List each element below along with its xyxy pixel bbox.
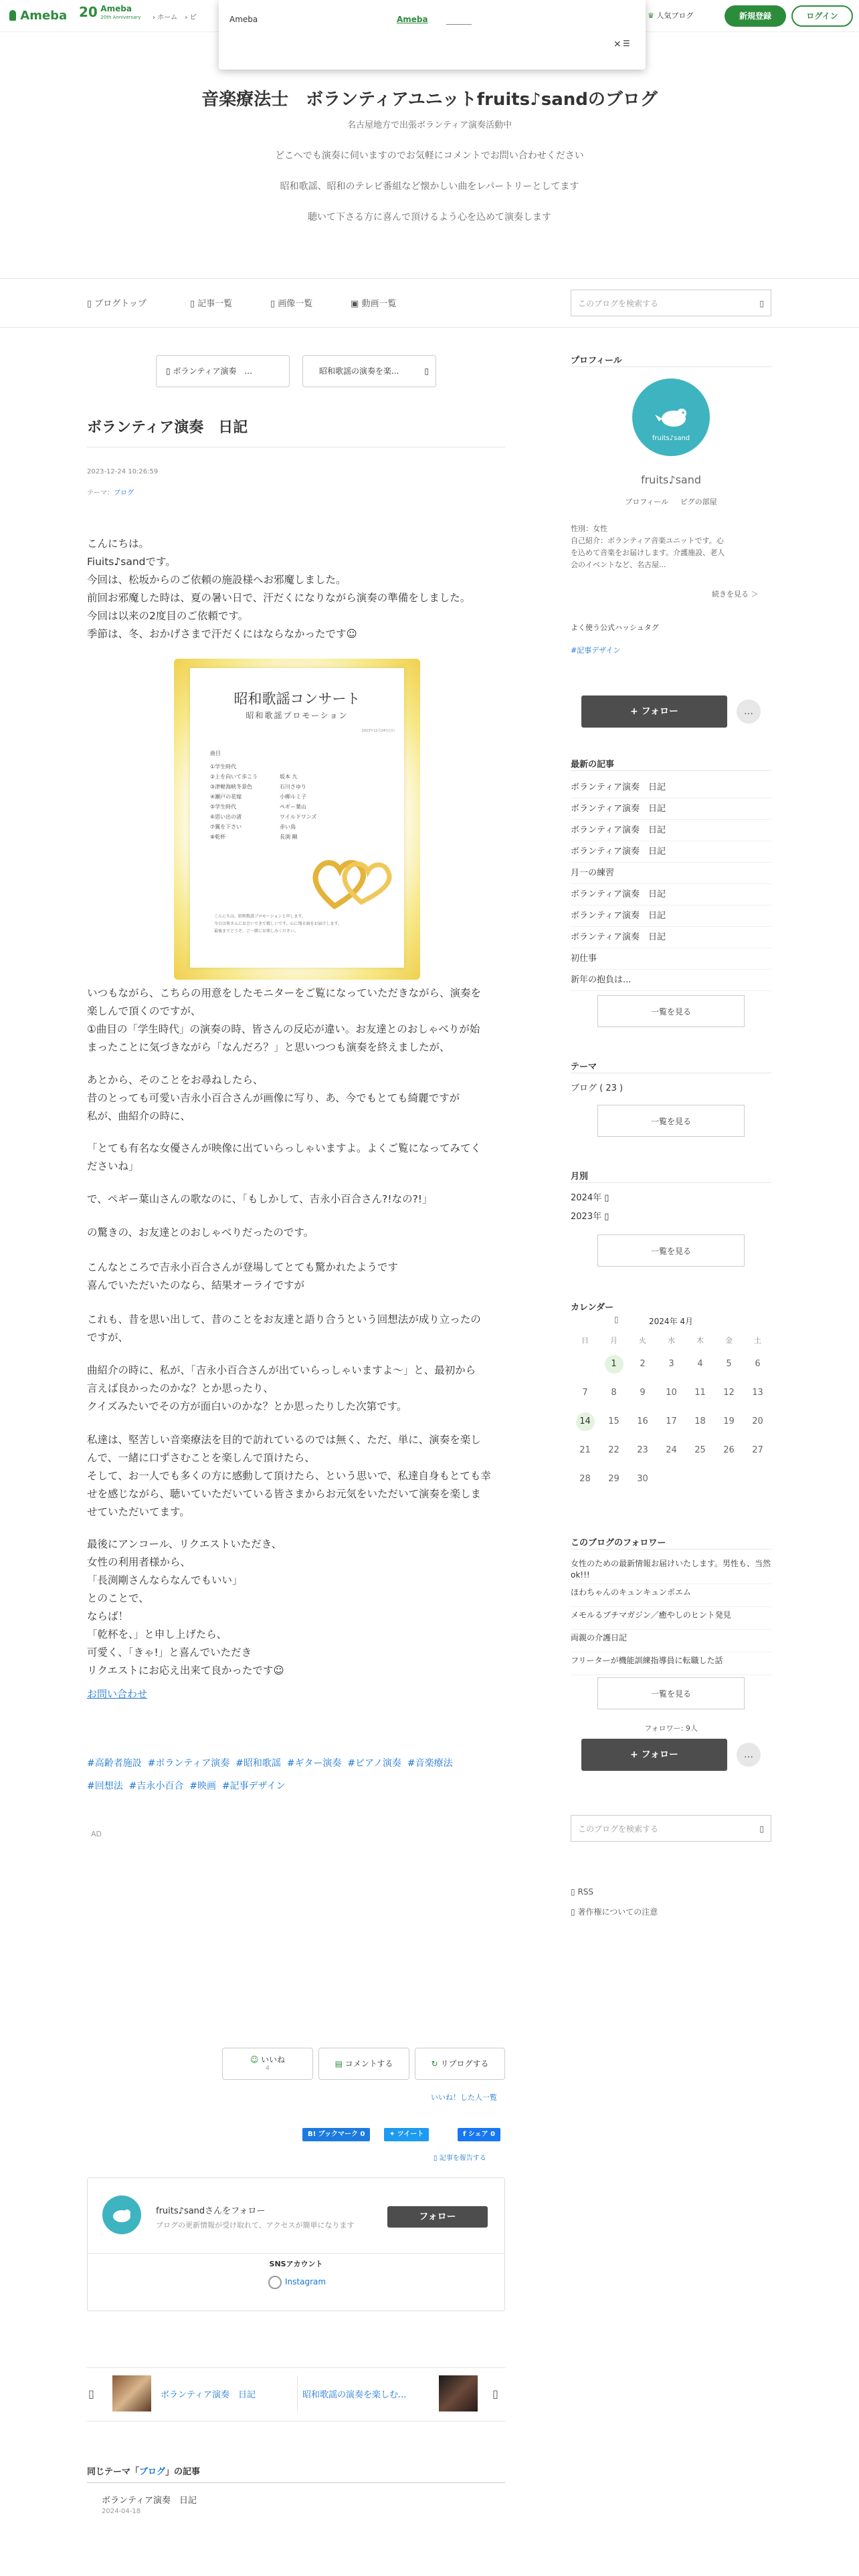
login-button[interactable]: ログイン [791, 5, 853, 27]
article-paragraph: で、ペギー葉山さんの歌なのに、「もしかして、吉永小百合さん?!なの?!」 [87, 1193, 433, 1205]
ameba-logo[interactable]: Ameba [9, 9, 67, 23]
follower-item[interactable]: 女性のための最新情報お届けいたします。男性も、当然ok!!! [571, 1555, 771, 1584]
article-paragraph: いつもながら、こちらの用意をしたモニターをご覧になっていただきながら、演奏を 楽しんで頂くのですが、 ①曲目の「学生時代」の演奏の時、皆さんの反応が違い。お友達とのおしゃべりが始 まったことに気づきながら「なんだろ？」と思いつつも演奏を終えましたが、 [87, 987, 482, 1053]
more-options-icon[interactable]: … [737, 700, 761, 724]
rss-link[interactable]: ▯ RSS [571, 1887, 594, 1897]
bird-icon [102, 2195, 141, 2234]
breadcrumb: › ホーム › ピ [153, 14, 197, 21]
liked-users-link[interactable]: いいね！した人一覧 [431, 2093, 497, 2102]
calendar-day[interactable]: 27 [752, 1445, 763, 1455]
nav-blog-top[interactable]: ▯ ブログトップ [87, 299, 147, 309]
more-options-icon[interactable]: … [737, 1743, 761, 1767]
profile-links [571, 496, 771, 507]
divider [297, 2375, 298, 2411]
follow-button[interactable]: フォロー [387, 2206, 488, 2228]
poster-footer: こんにちは。昭和歌謡プロモーションと申します。 今日は皆さんにお会いできて嬉しいです。心に残る曲をお届けします。 最後までどうぞ、ご一緒にお楽しみください。 [214, 914, 343, 934]
divider [571, 1182, 771, 1183]
bird-logo-icon [632, 379, 710, 456]
calendar-day[interactable]: 7 [582, 1388, 588, 1398]
sidebar-hashtag-link[interactable]: #記事デザイン [571, 646, 621, 655]
calendar-day[interactable]: 6 [755, 1359, 761, 1369]
followers-list [571, 1555, 771, 1675]
calendar-day[interactable]: 20 [752, 1416, 763, 1426]
hashtag-link[interactable]: #ピアノ演奏 [347, 1758, 401, 1769]
calendar-day[interactable]: 19 [723, 1416, 735, 1426]
calendar-day[interactable]: 5 [726, 1359, 732, 1369]
follower-item[interactable]: 両親の介護日記 [571, 1630, 771, 1652]
like-button[interactable]: ☺ いいね 4 [222, 2048, 313, 2080]
article-paragraph: こんにちは。 Fiuits♪sandです。 今回は、松坂からのご依頼の施設様へお邪魔しました。 前回お邪魔した時は、夏の暑い日で、汗だくになりながら演奏の準備をしました。 今回は以来の2度目のご依頼です。 季節は、冬、おかげさまで汗だくにはならなかったです☺ [87, 538, 471, 640]
poster-song: ⑦翼を下さい 赤い鳥 [210, 824, 296, 830]
copyright-link[interactable]: ▯ 著作権についての注意 [571, 1907, 658, 1917]
recent-item[interactable]: ボランティア演奏 日記 [571, 820, 771, 841]
video-icon: ▣ [351, 299, 359, 309]
crown-icon: ♛ [648, 11, 654, 20]
sidebar-follow-button[interactable]: + フォロー [581, 695, 727, 728]
pigg-link[interactable]: ピグの部屋 [680, 498, 717, 506]
follower-item[interactable]: フリーターが機能訓練指導員に転職した話 [571, 1652, 771, 1675]
calendar-day [571, 1350, 599, 1378]
article-paragraph: こんなところで吉永小百合さんが登場してとても驚かれたようです 喜んでいただいたのなら、結果オーライですが [87, 1261, 398, 1291]
profile-link[interactable]: プロフィール [625, 498, 669, 506]
related-heading: 同じテーマ「ブログ」の記事 [87, 2467, 201, 2477]
calendar-day[interactable]: 9 [640, 1388, 646, 1398]
profile-avatar[interactable]: fruits♪sand [632, 379, 710, 456]
profile-name: fruits♪sand [640, 473, 702, 486]
concert-poster-image[interactable] [174, 659, 420, 980]
follower-item[interactable]: メモルるブチマガジン／癒やしのヒント発見 [571, 1607, 771, 1630]
follow-card-title: fruits♪sandさんをフォロー [156, 2206, 266, 2216]
contact-link[interactable]: お問い合わせ [87, 1688, 148, 1700]
weekday-label: 水 [668, 1336, 675, 1345]
anniversary-logo[interactable]: 20 Ameba 20th Anniversary [79, 4, 141, 20]
poster-song: ④瀬戸の花嫁 小柳ルミ子 [210, 794, 306, 800]
chevron-icon: ▯ [604, 1212, 609, 1222]
weekday-label: 木 [696, 1336, 704, 1345]
sns-label: SNSアカウント [269, 2260, 323, 2268]
next-article-link[interactable]: 昭和歌謡の演奏を楽しむ... [302, 2390, 407, 2400]
instagram-icon[interactable] [268, 2276, 282, 2289]
calendar-day[interactable]: 16 [637, 1416, 648, 1426]
poster-title: 昭和歌謡コンサート [233, 691, 361, 707]
breadcrumb-home[interactable]: ホーム [157, 14, 178, 21]
sidebar-follow-button-2[interactable]: + フォロー [581, 1739, 727, 1771]
document-icon: ▯ [571, 1907, 575, 1917]
follow-card [87, 2177, 505, 2311]
month-item[interactable]: 2024年 ▯ [571, 1193, 609, 1203]
like-count: 4 [266, 2065, 270, 2072]
list-icon: ▯ [190, 299, 195, 309]
hashtag-link[interactable]: #記事デザイン [221, 1781, 286, 1792]
article-title[interactable]: ボランティア演奏 日記 [87, 419, 248, 436]
poster-song: ①学生時代 [210, 764, 237, 770]
tweet-button[interactable]: ✦ ツイート [384, 2128, 429, 2141]
calendar-day[interactable]: 24 [666, 1445, 677, 1455]
recent-item[interactable]: ボランティア演奏 日記 [571, 927, 771, 948]
calendar-day [743, 1465, 772, 1493]
article-paragraph: 曲紹介の時に、私が、「吉永小百合さんが出ていらっしゃいますよ〜」と、最初から 言えば良かったのかな？とか思ったり、 クイズみたいでその方が面白いのかな？とか思ったりした次第です。 [87, 1364, 476, 1412]
poster-program-label: 曲目 [210, 750, 221, 756]
article-paragraph: の驚きの、お友達とのおしゃべりだったのです。 [87, 1226, 314, 1239]
calendar-day[interactable]: 21 [579, 1445, 591, 1455]
hashtag-link[interactable]: #ギター演奏 [286, 1758, 342, 1769]
weekday-label: 日 [581, 1336, 589, 1345]
close-icon[interactable]: × [613, 39, 622, 49]
recent-item[interactable]: 初仕事 [571, 948, 771, 970]
calendar-day[interactable]: 10 [666, 1388, 677, 1398]
recent-item[interactable]: 新年の抱負は... [571, 970, 771, 991]
hashtag-heading: よく使う公式ハッシュタグ [571, 623, 659, 632]
calendar-day[interactable]: 13 [752, 1388, 763, 1398]
follower-count: フォロワー: 9人 [644, 1724, 698, 1733]
signup-button[interactable]: 新規登録 [725, 5, 786, 27]
calendar-day[interactable]: 17 [666, 1416, 677, 1426]
facebook-icon: f [463, 2131, 466, 2138]
related-theme-link[interactable]: ブログ [139, 2467, 166, 2477]
facebook-share-button[interactable]: f シェア 0 [458, 2128, 500, 2141]
divider [87, 2367, 505, 2368]
month-more-button[interactable]: 一覧を見る [597, 1235, 745, 1267]
instagram-link[interactable]: Instagram [285, 2277, 326, 2286]
popular-blog-link[interactable]: ♛ 人気ブログ [648, 11, 694, 20]
calendar-day[interactable]: 3 [668, 1359, 674, 1369]
poster-song: ⑧乾杯 長渕 剛 [210, 834, 298, 840]
theme-item[interactable]: ブログ ( 23 ) [571, 1083, 624, 1093]
ameba-logo-icon [9, 10, 16, 21]
calendar-day [657, 1465, 686, 1493]
calendar-day[interactable]: 18 [694, 1416, 706, 1426]
theme-link[interactable]: ブログ [114, 490, 134, 497]
next-entry-button[interactable]: 昭和歌謡の演奏を楽... ▯ [302, 355, 436, 387]
reblog-button[interactable]: ↻ リブログする [415, 2048, 505, 2080]
article-paragraph: あとから、そのことをお尋ねしたら、 昔のとっても可愛い吉永小百合さんが画像に写り、あ、今でもとても綺麗ですが 私が、曲紹介の時に、 [87, 1074, 460, 1122]
article-paragraph: 最後にアンコール、リクエストいただき、 女性の利用者様から、 「長渕剛さんならなんでもいい」 とのことで、 ならば！ 「乾杯を、」と申し上げたら、 可愛く、「きゃ!」と喜んでいただき リクエストにお応え出来て良かったです☺ [87, 1538, 284, 1677]
blog-header [0, 70, 859, 278]
next-article-thumbnail[interactable] [439, 2375, 478, 2411]
poster-song: ⑥思い出の渚 ワイルドワンズ [210, 814, 317, 820]
menu-icon[interactable]: ☰ [623, 39, 630, 48]
calendar-day[interactable]: 14 [571, 1407, 599, 1436]
calendar-day[interactable]: 29 [608, 1474, 619, 1484]
blog-search-input[interactable]: このブログを検索する ▯ [571, 290, 771, 316]
divider [571, 770, 771, 771]
prev-article-link[interactable]: ボランティア演奏 日記 [161, 2390, 256, 2400]
month-heading: 月別 [571, 1172, 589, 1182]
article-paragraph: これも、昔を思い出して、昔のことをお友達と語り合うという回想法が成り立ったの ですが、 [87, 1313, 481, 1344]
recent-item[interactable]: ボランティア演奏 日記 [571, 841, 771, 863]
recent-item[interactable]: ボランティア演奏 日記 [571, 884, 771, 905]
chevron-left-icon: ▯ [166, 366, 171, 376]
blog-title[interactable]: 音楽療法士 ボランティアユニットfruits♪sandのブログ [201, 90, 658, 110]
fade-overlay [0, 2521, 859, 2576]
calendar-day[interactable]: 25 [694, 1445, 706, 1455]
article-theme: テーマ：ブログ [87, 490, 134, 497]
calendar-day[interactable]: 23 [637, 1445, 648, 1455]
followers-heading: このブログのフォロワー [571, 1538, 666, 1548]
calendar-day[interactable]: 4 [697, 1359, 703, 1369]
weekday-label: 月 [610, 1336, 617, 1345]
theme-heading: テーマ [571, 1062, 597, 1072]
recent-item[interactable]: ボランティア演奏 日記 [571, 777, 771, 798]
poster-date: 2023年12月24日(日) [361, 729, 395, 733]
calendar-day[interactable]: 11 [694, 1388, 706, 1398]
anniversary-20: 20 [79, 4, 98, 20]
calendar-day [714, 1465, 743, 1493]
blog-subtitle: 名古屋地方で出張ボランティア演奏活動中 [347, 120, 512, 130]
calendar-title: 2024年 4月 [649, 1317, 693, 1326]
recent-list [571, 777, 771, 991]
divider [87, 2421, 505, 2422]
nav-entry-list[interactable]: ▯ 記事一覧 [190, 299, 233, 309]
smile-icon: ☺ [250, 2055, 259, 2064]
popup-title: Ameba [229, 15, 258, 24]
calendar-prev-icon[interactable]: ▯ [614, 1315, 619, 1324]
search-icon[interactable]: ▯ [759, 1824, 764, 1834]
profile-gender: 性別：女性 [571, 524, 607, 533]
chevron-icon: ▯ [604, 1193, 609, 1203]
hashtag-link[interactable]: #回想法 [87, 1781, 123, 1792]
recent-item[interactable]: 月一の練習 [571, 863, 771, 884]
ad-label: AD [91, 1830, 102, 1838]
profile-heading: プロフィール [571, 356, 622, 366]
chevron-right-icon: ▯ [424, 366, 429, 376]
avatar[interactable] [102, 2195, 141, 2234]
follower-item[interactable]: ほわちゃんのキュンキュンポエム [571, 1584, 771, 1607]
article-date: 2023-12-24 10:26:59 [87, 468, 159, 475]
hashtag-link[interactable]: #ボランティア演奏 [147, 1758, 230, 1769]
calendar-day [686, 1465, 714, 1493]
poster-song: ③津軽海峡冬景色 石川さゆり [210, 784, 306, 790]
prev-entry-button[interactable]: ▯ ボランティア演奏 ... [156, 355, 290, 387]
calendar-day[interactable]: 1 [599, 1350, 628, 1378]
recent-item[interactable]: ボランティア演奏 日記 [571, 905, 771, 927]
profile-intro: 自己紹介：ボランティア音楽ユニットです。心 を込めて音楽をお届けします。介護施設、老人 会のイベントなど、名古屋... [571, 536, 725, 569]
poster-song: ⑤学生時代 ペギー葉山 [210, 804, 306, 810]
recent-item[interactable]: ボランティア演奏 日記 [571, 798, 771, 820]
nav-image-list[interactable]: ▯ 画像一覧 [270, 299, 313, 309]
related-item[interactable]: ボランティア演奏 日記 [102, 2496, 197, 2506]
popup-link[interactable]: Ameba [397, 15, 428, 24]
blog-desc-line: どこへでも演奏に伺いますのでお気軽にコメントでお問い合わせください [275, 150, 584, 161]
calendar-day[interactable]: 12 [723, 1388, 735, 1398]
follow-card-desc: ブログの更新情報が受け取れて、アクセスが簡単になります [156, 2221, 355, 2230]
related-item-date: 2024-04-18 [102, 2508, 141, 2515]
reblog-icon: ↻ [431, 2059, 438, 2068]
article-paragraph: 「とても有名な女優さんが映像に出ていらっしゃいますよ。よくご覧になってみてく ださいね」 [87, 1142, 482, 1172]
hashtag-list [87, 1752, 505, 1798]
blog-nav [0, 278, 859, 328]
home-icon: ▯ [87, 299, 92, 309]
article-paragraph: 私達は、堅苦しい音楽療法を目的で訪れているのでは無く、ただ、単に、演奏を楽し んで、一緒に口ずさむことを楽しんで頂けたら、 そして、お一人でも多くの方に感動して頂けたら、という思いで、私達自身もとても幸 せを感じながら、聴いていただいている皆さまからお元気をいただいて演奏を楽しま せていただいてます。 [87, 1434, 491, 1518]
calendar-day[interactable]: 2 [640, 1359, 646, 1369]
divider [87, 2482, 505, 2483]
card-divider [88, 2253, 504, 2254]
report-link[interactable]: ▯ 記事を報告する [434, 2155, 486, 2162]
poster-song: ②上を向いて歩こう 坂本 九 [210, 774, 298, 780]
popup-underline [446, 24, 472, 25]
report-icon: ▯ [434, 2155, 438, 2162]
month-item[interactable]: 2023年 ▯ [571, 1212, 609, 1222]
rss-icon: ▯ [571, 1887, 575, 1897]
calendar-day[interactable]: 8 [611, 1388, 617, 1398]
hashtag-link[interactable]: #昭和歌謡 [235, 1758, 281, 1769]
recent-heading: 最新の記事 [571, 760, 615, 770]
gold-hearts-image [309, 841, 396, 914]
read-more-link[interactable]: 続きを見る ＞ [712, 590, 759, 599]
comment-icon: ▤ [335, 2059, 343, 2068]
prev-article-thumbnail[interactable] [112, 2375, 151, 2411]
calendar-table [571, 1331, 772, 1493]
followers-more-button[interactable]: 一覧を見る [597, 1677, 745, 1709]
hashtag-link[interactable]: #吉永小百合 [128, 1781, 184, 1792]
calendar-day[interactable]: 22 [608, 1445, 619, 1455]
chevron-left-icon[interactable]: ▯ [88, 2387, 94, 2400]
bird-icon: ✦ [389, 2131, 395, 2138]
calendar-day[interactable]: 30 [637, 1474, 648, 1484]
poster-sheet [190, 668, 404, 968]
calendar-heading: カレンダー [571, 1303, 614, 1313]
recent-more-button[interactable]: 一覧を見る [597, 995, 745, 1027]
weekday-label: 火 [639, 1336, 646, 1345]
calendar-day[interactable]: 15 [608, 1416, 619, 1426]
sidebar-search-input[interactable]: このブログを検索する ▯ [571, 1815, 771, 1842]
chevron-right-icon[interactable]: ▯ [492, 2387, 498, 2400]
poster-song-list [210, 762, 344, 842]
poster-subtitle: 昭和歌謡プロモーション [246, 711, 349, 720]
hashtag-link[interactable]: #音楽療法 [407, 1758, 453, 1769]
hatena-bookmark-button[interactable]: B! ブックマーク 0 [302, 2128, 370, 2141]
calendar-day[interactable]: 26 [723, 1445, 735, 1455]
image-icon: ▯ [270, 299, 276, 309]
comment-button[interactable]: ▤ コメントする [318, 2048, 409, 2080]
ameba-popup [219, 0, 646, 70]
divider [571, 366, 771, 367]
calendar-day[interactable]: 28 [579, 1474, 591, 1484]
theme-more-button[interactable]: 一覧を見る [597, 1105, 745, 1137]
hashtag-link[interactable]: #高齢者施設 [87, 1758, 142, 1769]
breadcrumb-category[interactable]: ピ [189, 14, 197, 21]
hashtag-link[interactable]: #映画 [189, 1781, 217, 1792]
weekday-label: 金 [725, 1336, 733, 1345]
nav-video-list[interactable]: ▣ 動画一覧 [351, 299, 397, 309]
blog-desc-line: 昭和歌謡、昭和のテレビ番組など懐かしい曲をレパートリーとしてます [280, 181, 579, 192]
search-icon[interactable]: ▯ [759, 299, 764, 308]
weekday-label: 土 [754, 1336, 761, 1345]
blog-desc-line: 聴いて下さる方に喜んで頂けるよう心を込めて演奏します [308, 212, 551, 223]
